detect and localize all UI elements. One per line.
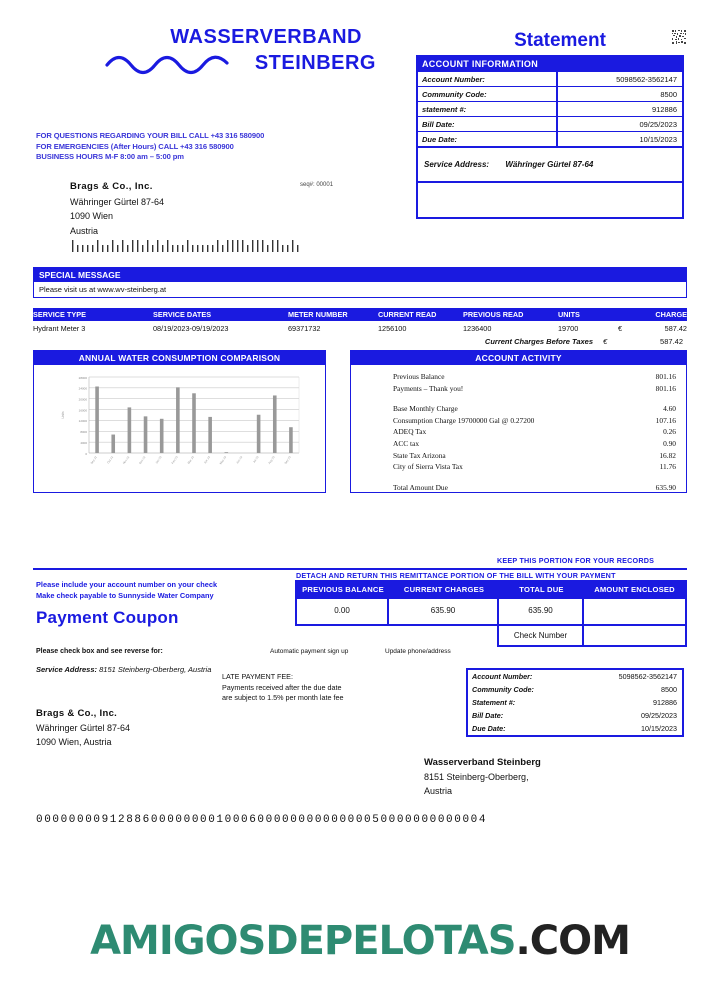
activity-description: Consumption Charge 19700000 Gal @ 0.27200 xyxy=(393,415,535,425)
detach-notice: DETACH AND RETURN THIS REMITTANCE PORTION OF THE BILL WITH YOUR PAYMENT xyxy=(296,571,616,580)
contact-info xyxy=(36,131,264,163)
account-information-heading: ACCOUNT INFORMATION xyxy=(418,57,682,71)
customer-name: Brags & Co., Inc. xyxy=(70,181,153,192)
svg-text:16000: 16000 xyxy=(78,408,87,413)
coupon-customer-city: 1090 Wien, Austria xyxy=(36,737,112,747)
account-info-row xyxy=(418,101,682,116)
account-info-row xyxy=(418,131,682,146)
auto-payment-option[interactable]: Automatic payment sign up xyxy=(270,648,349,655)
activity-description: State Tax Arizona xyxy=(393,450,446,460)
coupon-note-line-2: Make check payable to Sunnyside Water Company xyxy=(36,590,214,600)
activity-description: ADEQ Tax xyxy=(393,427,427,437)
service-table-header xyxy=(33,308,687,321)
statement-number-label: statement #: xyxy=(422,104,467,114)
svg-text:8000: 8000 xyxy=(79,430,87,435)
account-info-row xyxy=(468,683,682,696)
col-charge: CHARGE xyxy=(655,310,687,319)
col-previous-read: PREVIOUS READ xyxy=(463,310,524,319)
col-amount-enclosed: AMOUNT ENCLOSED xyxy=(594,585,675,594)
current-charges-label: Current Charges Before Taxes xyxy=(484,337,593,346)
sequence-number: seq#: 00001 xyxy=(300,182,334,188)
svg-text:Jul 23: Jul 23 xyxy=(251,455,259,464)
consumption-bar-chart xyxy=(55,371,305,479)
coupon-note-line-1: Please include your account number on your check xyxy=(36,580,218,589)
activity-row xyxy=(393,403,676,415)
postal-barcode-icon xyxy=(70,238,306,252)
remit-company-address xyxy=(424,756,541,798)
bill-date-value: 09/25/2023 xyxy=(556,117,682,131)
total-due-value: 635.90 xyxy=(499,599,584,624)
coupon-customer-street: Währinger Gürtel 87-64 xyxy=(36,723,131,733)
activity-description: ACC tax xyxy=(393,438,420,448)
activity-row xyxy=(393,461,676,473)
account-information-box xyxy=(416,55,684,219)
activity-row xyxy=(393,450,676,462)
coupon-account-information-box xyxy=(466,668,684,737)
coupon-customer-address xyxy=(36,707,130,749)
col-current-read: CURRENT READ xyxy=(378,310,437,319)
activity-amount: 635.90 xyxy=(655,482,676,492)
col-service-type: SERVICE TYPE xyxy=(33,310,86,319)
svg-text:0: 0 xyxy=(84,451,87,456)
coupon-due-date-value: 10/15/2023 xyxy=(641,724,677,733)
special-message-box xyxy=(33,267,687,298)
account-number-value: 5098562-3562147 xyxy=(556,72,682,86)
col-units: UNITS xyxy=(558,310,580,319)
late-fee-title: LATE PAYMENT FEE: xyxy=(222,672,293,681)
activity-amount: 16.82 xyxy=(659,450,676,460)
chart-heading: ANNUAL WATER CONSUMPTION COMPARISON xyxy=(34,351,325,365)
contact-line-1: FOR QUESTIONS REGARDING YOUR BILL CALL +43 316 580900 xyxy=(36,131,265,140)
contact-line-3: BUSINESS HOURS M-F 8:00 am – 5:00 pm xyxy=(36,152,184,161)
update-contact-option[interactable]: Update phone/address xyxy=(385,648,451,655)
community-code-value: 8500 xyxy=(556,87,682,101)
activity-row xyxy=(393,438,676,450)
coupon-statement-number-label: Statement #: xyxy=(472,698,516,707)
svg-text:Nov 22: Nov 22 xyxy=(121,455,130,465)
payment-coupon-table xyxy=(295,580,687,647)
account-activity-list xyxy=(351,365,686,493)
customer-address xyxy=(70,180,164,238)
account-info-row xyxy=(418,71,682,86)
account-info-row xyxy=(418,86,682,101)
site-watermark xyxy=(0,918,720,964)
coupon-customer-name: Brags & Co., Inc. xyxy=(36,708,118,719)
check-number-input[interactable] xyxy=(584,626,685,645)
col-previous-balance: PREVIOUS BALANCE xyxy=(302,585,384,594)
svg-text:Aug 23: Aug 23 xyxy=(266,455,276,465)
activity-description: Previous Balance xyxy=(393,372,445,381)
company-name: Wasserverband Steinberg xyxy=(424,757,541,768)
check-number-row xyxy=(497,626,687,647)
activity-row xyxy=(393,371,676,383)
bill-date-label: Bill Date: xyxy=(422,119,455,129)
activity-description: Base Monthly Charge xyxy=(393,404,458,414)
svg-text:28000: 28000 xyxy=(78,375,87,380)
svg-text:12000: 12000 xyxy=(78,419,87,424)
account-box-blank-area xyxy=(418,181,682,217)
account-info-row xyxy=(468,696,682,709)
activity-amount: 107.16 xyxy=(655,415,676,425)
contact-line-2: FOR EMERGENCIES (After Hours) CALL +43 316 580900 xyxy=(36,141,234,151)
svg-text:Jun 23: Jun 23 xyxy=(234,455,243,465)
col-current-charges: CURRENT CHARGES xyxy=(403,585,485,594)
activity-description: Total Amount Due xyxy=(393,482,448,492)
activity-amount: 4.60 xyxy=(663,404,676,414)
service-address-label: Service Address: xyxy=(424,160,490,169)
cell-currency: € xyxy=(618,324,623,333)
coupon-instructions xyxy=(36,580,217,601)
special-message-heading: SPECIAL MESSAGE xyxy=(34,268,686,282)
svg-text:Apr 23: Apr 23 xyxy=(202,455,211,465)
activity-row xyxy=(393,482,676,494)
coupon-bill-date-value: 09/25/2023 xyxy=(641,711,677,720)
svg-text:20000: 20000 xyxy=(78,397,87,402)
activity-amount: 11.76 xyxy=(659,462,676,472)
cell-service-type: Hydrant Meter 3 xyxy=(33,324,86,333)
community-code-label: Community Code: xyxy=(422,89,487,99)
coupon-community-code-label: Community Code: xyxy=(472,685,534,694)
current-charges-value: 587.42 xyxy=(660,337,683,346)
activity-description: City of Sierra Vista Tax xyxy=(393,462,463,472)
late-fee-line-1: Payments received after the due date xyxy=(222,682,342,692)
divider xyxy=(33,568,687,570)
coupon-account-number-label: Account Number: xyxy=(472,672,533,681)
watermark-part-1: AMIGOSDEPELOTAS xyxy=(90,918,516,964)
svg-text:Dec 22: Dec 22 xyxy=(137,455,146,465)
account-activity-heading: ACCOUNT ACTIVITY xyxy=(351,351,686,365)
ocr-scanline: 0000000091288600000000100060000000000000050000000000004 xyxy=(36,814,488,826)
payment-coupon-title: Payment Coupon xyxy=(36,608,179,627)
lower-service-address-value: 8151 Steinberg-Oberberg, Austria xyxy=(99,665,212,674)
customer-street: Währinger Gürtel 87-64 xyxy=(70,196,165,207)
late-fee-notice xyxy=(222,672,343,704)
account-info-row xyxy=(468,722,682,735)
keep-portion-notice: KEEP THIS PORTION FOR YOUR RECORDS xyxy=(497,556,655,565)
previous-balance-value: 0.00 xyxy=(297,599,389,624)
wave-icon xyxy=(105,53,253,75)
svg-text:Oct 22: Oct 22 xyxy=(105,455,114,465)
col-total-due: TOTAL DUE xyxy=(519,585,564,594)
cell-meter-number: 69371732 xyxy=(288,324,321,333)
watermark-part-2: .COM xyxy=(515,918,630,964)
payment-table-values xyxy=(295,599,687,626)
svg-text:May 23: May 23 xyxy=(218,455,227,466)
lower-service-address xyxy=(36,665,211,674)
check-number-label: Check Number xyxy=(499,626,584,645)
due-date-label: Due Date: xyxy=(422,134,458,144)
account-info-row xyxy=(468,709,682,722)
activity-amount: 0.90 xyxy=(663,438,676,448)
coupon-checkbox-note: Please check box and see reverse for: xyxy=(36,648,163,655)
logo-line-1: WASSERVERBAND xyxy=(170,26,362,48)
cell-current-read: 1256100 xyxy=(378,324,407,333)
due-date-value: 10/15/2023 xyxy=(556,132,682,146)
coupon-account-number-value: 5098562-3562147 xyxy=(618,672,677,681)
account-info-row xyxy=(468,670,682,683)
coupon-community-code-value: 8500 xyxy=(661,685,677,694)
company-country: Austria xyxy=(424,786,453,796)
cell-charge: 587.42 xyxy=(664,324,687,333)
logo-line-2: STEINBERG xyxy=(254,52,376,74)
activity-amount: 801.16 xyxy=(655,383,676,393)
customer-country: Austria xyxy=(70,225,99,236)
activity-row xyxy=(393,383,676,395)
company-street: 8151 Steinberg-Oberberg, xyxy=(424,772,529,782)
account-info-row xyxy=(418,116,682,131)
svg-text:4000: 4000 xyxy=(79,440,87,445)
statement-number-value: 912886 xyxy=(556,102,682,116)
coupon-bill-date-label: Bill Date: xyxy=(472,711,504,720)
col-currency xyxy=(618,308,638,321)
service-address-block xyxy=(418,146,682,181)
service-address-value: Währinger Gürtel 87-64 xyxy=(505,160,594,169)
activity-description: Payments – Thank you! xyxy=(393,383,464,393)
account-number-label: Account Number: xyxy=(422,74,485,84)
svg-text:24000: 24000 xyxy=(78,386,87,391)
current-charges-value: 635.90 xyxy=(389,599,499,624)
coupon-statement-number-value: 912886 xyxy=(653,698,677,707)
customer-city: 1090 Wien xyxy=(70,211,114,221)
col-service-dates: SERVICE DATES xyxy=(153,310,212,319)
svg-text:Feb 23: Feb 23 xyxy=(169,455,179,465)
account-activity-panel xyxy=(350,350,687,493)
activity-spacer xyxy=(393,473,676,482)
activity-row xyxy=(393,415,676,427)
qr-code-icon xyxy=(672,30,686,44)
activity-amount: 801.16 xyxy=(655,372,676,381)
current-charges-currency: € xyxy=(603,337,608,346)
current-charges-total-row xyxy=(33,337,687,346)
activity-spacer xyxy=(393,394,676,403)
amount-enclosed-input[interactable] xyxy=(584,599,685,624)
service-detail-table xyxy=(33,308,687,346)
special-message-body: Please visit us at www.wv-steinberg.at xyxy=(34,282,686,297)
annual-consumption-chart-panel xyxy=(33,350,326,493)
page-title: Statement xyxy=(514,30,606,51)
lower-service-address-label: Service Address: xyxy=(36,665,98,674)
late-fee-line-2: are subject to 1.5% per month late fee xyxy=(222,693,344,702)
activity-amount: 0.26 xyxy=(663,427,676,437)
cell-previous-read: 1236400 xyxy=(463,324,492,333)
svg-text:Sep 22: Sep 22 xyxy=(89,455,98,465)
svg-text:Jan 23: Jan 23 xyxy=(153,455,163,465)
chart-area xyxy=(34,371,325,491)
svg-text:Mar 23: Mar 23 xyxy=(186,455,195,465)
svg-text:Units: Units xyxy=(60,411,65,419)
table-row xyxy=(33,321,687,334)
col-meter-number: METER NUMBER xyxy=(288,310,348,319)
cell-service-dates: 08/19/2023-09/19/2023 xyxy=(153,324,229,333)
activity-row xyxy=(393,426,676,438)
payment-table-header xyxy=(295,580,687,599)
company-logo xyxy=(76,26,376,75)
cell-units: 19700 xyxy=(558,324,579,333)
svg-text:Sep 23: Sep 23 xyxy=(282,455,292,465)
coupon-due-date-label: Due Date: xyxy=(472,724,506,733)
